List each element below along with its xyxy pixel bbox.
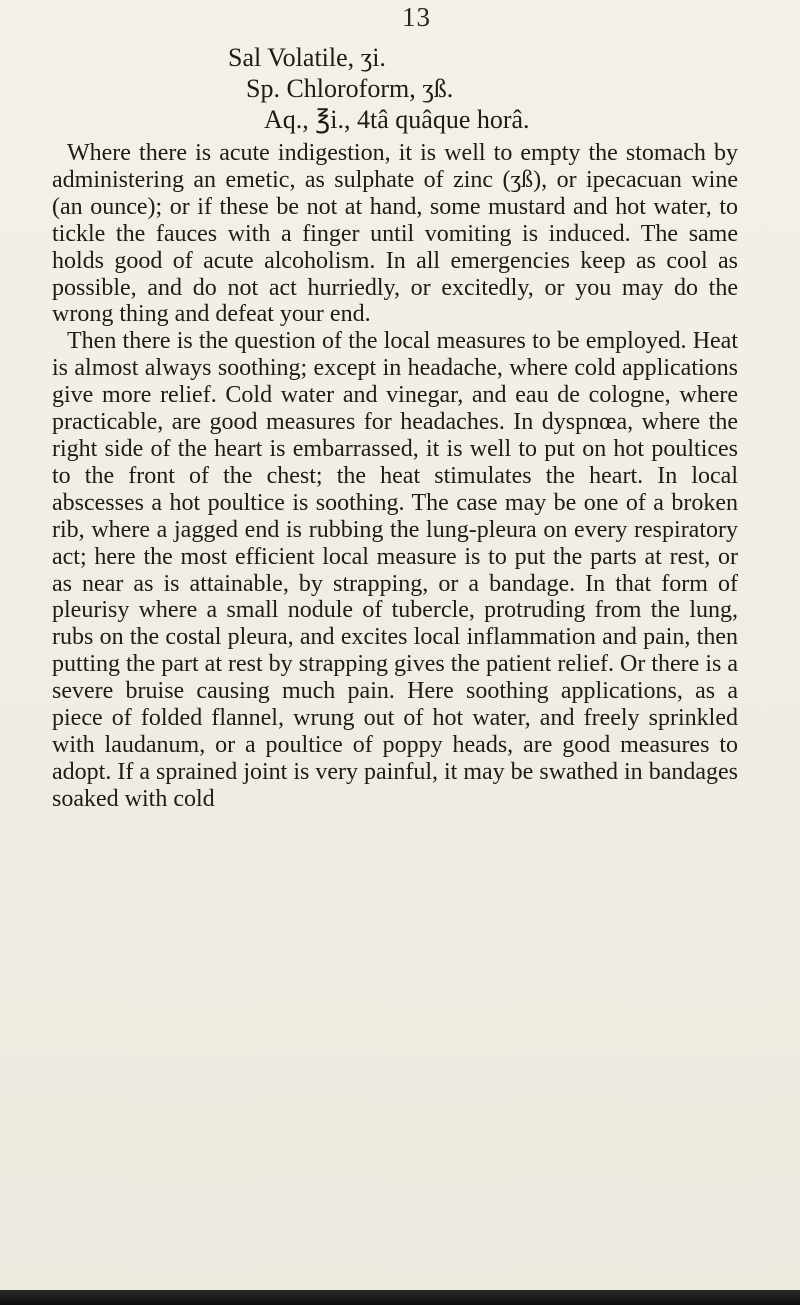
page-number: 13: [402, 2, 431, 32]
prescription-block: [228, 42, 530, 135]
paragraph-local-measures: Then there is the question of the local measures to be employed. Heat is almost always soothing; except in headache, where cold applications give more relief. Cold water and vinegar, and eau de cologne, where practicable, are good measures for headaches. In dyspnœa, where the right side of the heart is embarrassed, it is well to put on hot poultices to the front of the chest; the heat stimulates the heart. In local abscesses a hot poultice is soothing. The case may be one of a broken rib, where a jagged end is rubbing the lung-pleura on every respiratory act; here the most efficient local measure is to put the parts at rest, or as near as is attainable, by strapping, or a bandage. In that form of pleurisy where a small nodule of tubercle, protruding from the lung, rubs on the costal pleura, and excites local inflammation and pain, then putting the part at rest by strapping gives the patient relief. Or there is a severe bruise causing much pain. Here soothing applications, as a piece of folded flannel, wrung out of hot water, and freely sprinkled with laudanum, or a poultice of poppy heads, are good measures to adopt. If a sprained joint is very painful, it may be swathed in bandages soaked with cold: [52, 328, 738, 812]
scan-bottom-edge: [0, 1290, 800, 1305]
paragraph-indigestion: Where there is acute indigestion, it is well to empty the stomach by administering an emetic, as sulphate of zinc (ʒß), or ipecacuan wine (an ounce); or if these be not at hand, some mustard and hot water, to tickle the fauces with a finger until vomiting is induced. The same holds good of acute alcoholism. In all emergencies keep as cool as possible, and do not act hurriedly, or excitedly, or you may do the wrong thing and defeat your end.: [52, 140, 738, 328]
prescription-line-chloroform: Sp. Chloroform, ʒß.: [246, 74, 454, 103]
body-text: [52, 140, 738, 813]
prescription-line-aqua: Aq., ℥i., 4tâ quâque horâ.: [264, 105, 530, 134]
prescription-line-sal-volatile: Sal Volatile, ʒi.: [228, 43, 386, 72]
